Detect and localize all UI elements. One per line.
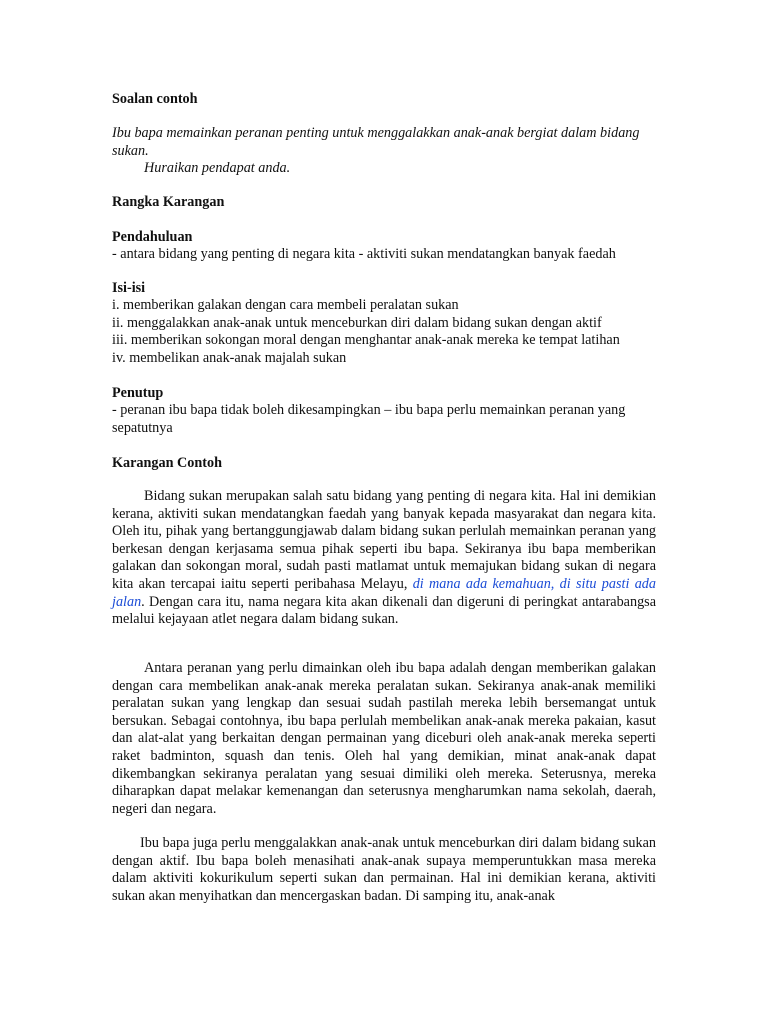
essay-paragraph-2: Antara peranan yang perlu dimainkan oleh ibu bapa adalah dengan memberikan galakan dengan cara membelikan anak-anak mereka peralatan sukan. Sekiranya anak-anak memiliki peralatan sukan yang lengkap dan sesuai sudah pastilah mereka lebih bersemangat untuk bersukan. Sebagai contohnya, ibu bapa perlulah membelikan anak-anak mereka pakaian, kasut dan alat-alat yang berkaitan dengan permainan yang diceburi oleh anak-anak mereka seperti raket badminton, squash dan tenis. Oleh hal yang demikian, minat anak-anak dapat dikembangkan sekiranya peralatan yang sesuai dimiliki oleh mereka. Seterusnya, mereka diharapkan dapat melakar kemenangan dan seterusnya mengharumkan nama sekolah, daerah, negeri dan negara. (112, 660, 656, 817)
para1-text-end: . Dengan cara itu, nama negara kita akan dikenali dan digeruni di peringkat antarabangsa melalui kejayaan atlet negara dalam bidang sukan. (112, 593, 656, 628)
pendahuluan-text: - antara bidang yang penting di negara kita - aktiviti sukan mendatangkan banyak faedah (112, 246, 616, 262)
heading-soalan-contoh: Soalan contoh (112, 91, 198, 107)
isi-item: iii. memberikan sokongan moral dengan menghantar anak-anak mereka ke tempat latihan (112, 332, 620, 349)
isi-item: i. memberikan galakan dengan cara membeli peralatan sukan (112, 297, 459, 313)
question-line: Ibu bapa memainkan peranan penting untuk menggalakkan anak-anak bergiat dalam bidang sukan. (112, 125, 640, 159)
heading-isi-isi: Isi-isi (112, 280, 146, 296)
question-instruction: Huraikan pendapat anda. (144, 160, 291, 176)
essay-paragraph-1 (112, 488, 656, 629)
para1-text-start: Bidang sukan merupakan salah satu bidang yang penting di negara kita. Hal ini demikian kerana, aktiviti sukan mendatangkan faedah yang banyak kepada masyarakat dan negara kita. Oleh itu, pihak yang bertanggungjawab dalam bidang sukan perlulah memainkan peranan yang berkesan dengan kerjasama semua pihak seperti ibu bapa. Sekiranya ibu bapa memberikan galakan dan sokongan moral, sudah pasti matlamat untuk memajukan bidang sukan di negara kita akan tercapai iaitu seperti peribahasa Melayu, (112, 488, 656, 592)
isi-item: ii. menggalakkan anak-anak untuk menceburkan diri dalam bidang sukan dengan aktif (112, 314, 602, 331)
peribahasa-quote: di mana ada kemahuan, di situ pasti ada jalan (112, 575, 656, 610)
heading-rangka-karangan: Rangka Karangan (112, 194, 225, 210)
heading-pendahuluan: Pendahuluan (112, 229, 193, 245)
heading-penutup: Penutup (112, 385, 164, 401)
heading-karangan-contoh: Karangan Contoh (112, 455, 222, 471)
essay-paragraph-3: Ibu bapa juga perlu menggalakkan anak-anak untuk menceburkan diri dalam bidang sukan dengan aktif. Ibu bapa boleh menasihati anak-anak supaya memperuntukkan masa mereka dalam aktiviti kokurikulum seperti sukan dan permainan. Hal ini demikian kerana, aktiviti sukan akan menyihatkan dan mencergaskan badan. Di samping itu, anak-anak (112, 835, 656, 904)
isi-list (112, 297, 656, 367)
isi-item: iv. membelikan anak-anak majalah sukan (112, 349, 347, 366)
penutup-text: - peranan ibu bapa tidak boleh dikesampingkan – ibu bapa perlu memainkan peranan yang sepatutnya (112, 402, 626, 436)
